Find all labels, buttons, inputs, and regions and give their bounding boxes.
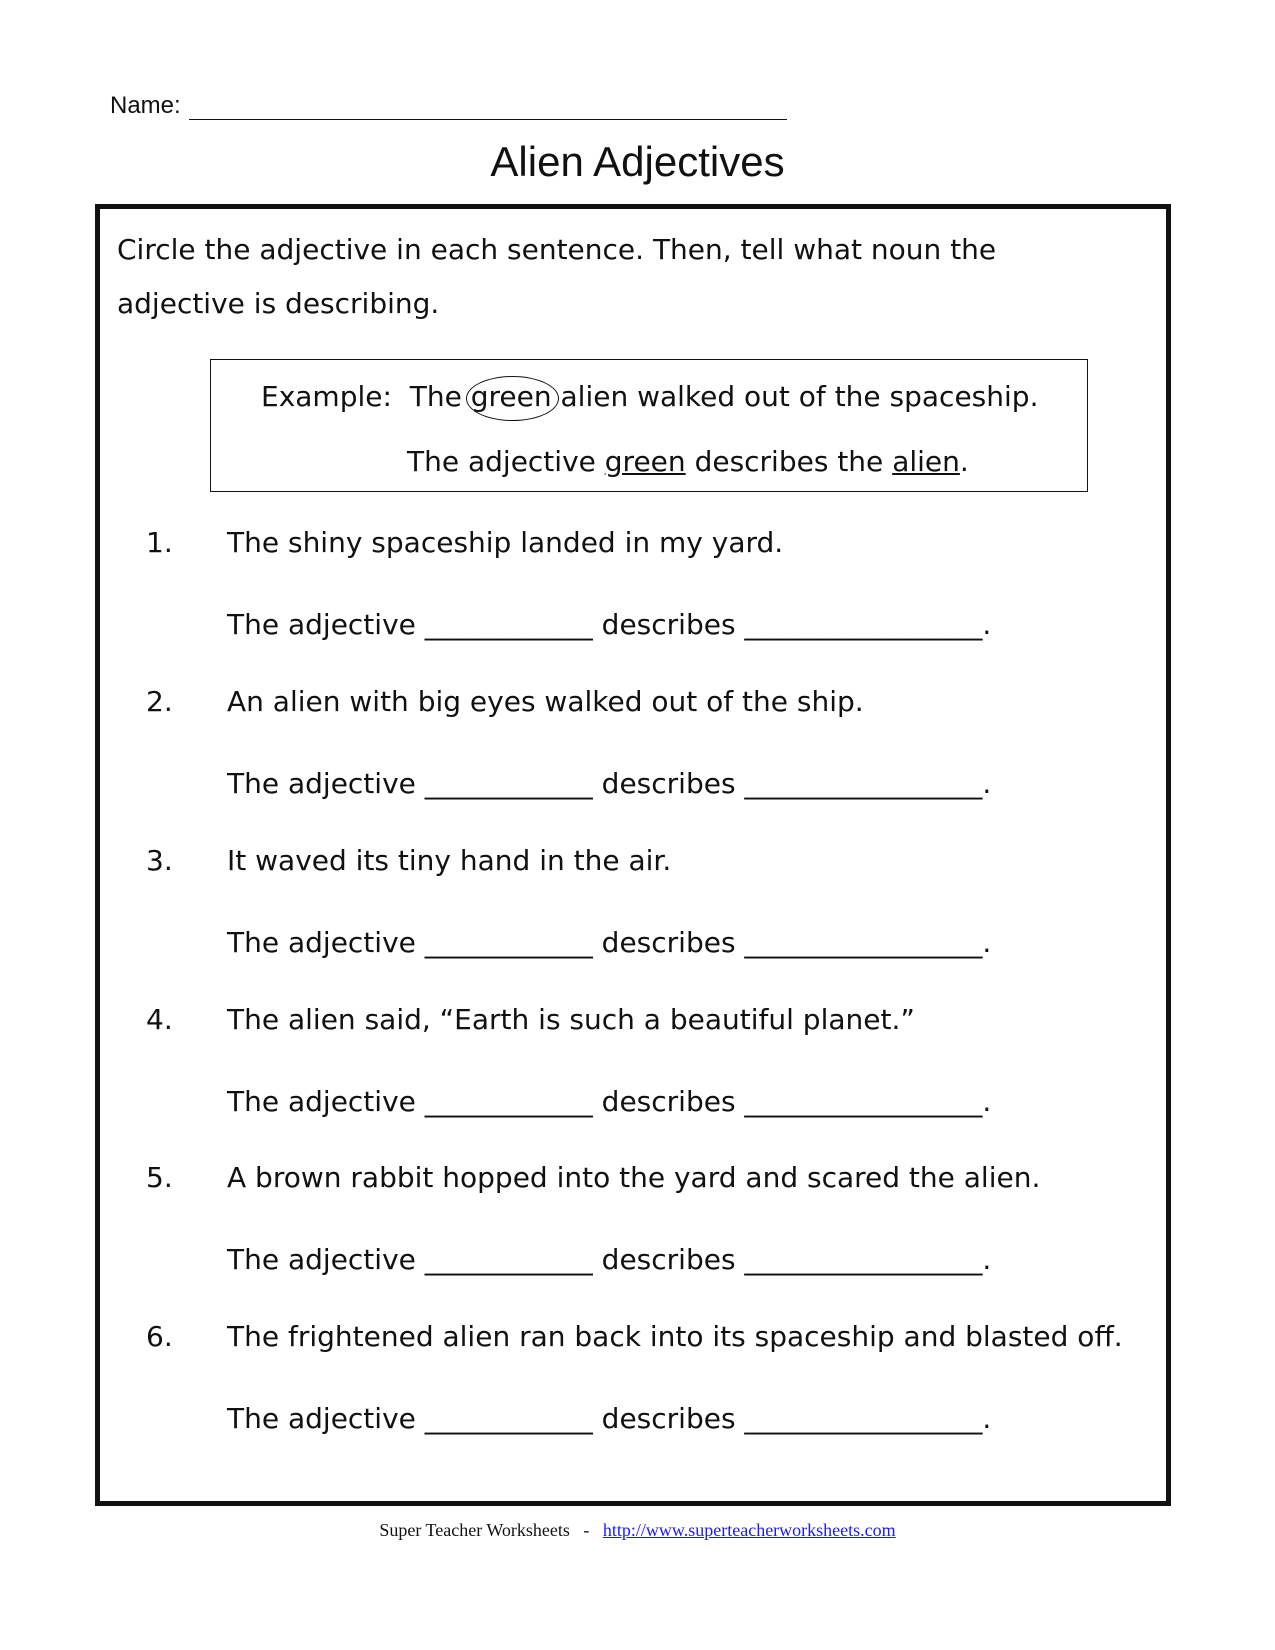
example-answer-adjective: green [604,445,686,478]
example-sentence [261,380,1038,413]
worksheet-title: Alien Adjectives [490,138,785,185]
example-answer [407,445,969,478]
footer-source: Super Teacher Worksheets [379,1520,570,1540]
example-answer-prefix: The adjective [407,445,596,478]
example-before: The [409,380,462,413]
footer-link[interactable]: http://www.superteacherworksheets.com [602,1520,896,1540]
question-sentence: An alien with big eyes walked out of the ship. [227,685,864,718]
question-sentence: The shiny spaceship landed in my yard. [227,526,784,559]
example-circled-word: green [470,380,552,413]
answer-line[interactable]: The adjective ____________ describes _________________. [227,926,992,959]
name-label: Name: [110,92,181,119]
example-after: alien walked out of the spaceship. [560,380,1039,413]
question-sentence: The alien said, “Earth is such a beautiful planet.” [227,1003,915,1036]
worksheet-frame [95,204,1171,1506]
answer-line[interactable]: The adjective ____________ describes _________________. [227,1402,992,1435]
answer-line[interactable]: The adjective ____________ describes _________________. [227,1243,992,1276]
answer-line[interactable]: The adjective ____________ describes _________________. [227,1085,992,1118]
example-label: Example: [261,380,392,413]
example-answer-noun: alien [892,445,960,478]
question-number: 4. [146,1003,173,1036]
question-number: 3. [146,844,173,877]
question-sentence: A brown rabbit hopped into the yard and scared the alien. [227,1161,1041,1194]
instructions: Circle the adjective in each sentence. Then, tell what noun the adjective is describing. [117,233,997,320]
question-number: 5. [146,1161,173,1194]
question-number: 2. [146,685,173,718]
example-answer-end: . [959,445,969,478]
footer [0,1520,1275,1541]
answer-line[interactable]: The adjective ____________ describes _________________. [227,608,992,641]
footer-separator: - [583,1520,590,1540]
question-number: 6. [146,1320,173,1353]
question-sentence: It waved its tiny hand in the air. [227,844,672,877]
name-field-row [110,92,787,120]
question-number: 1. [146,526,173,559]
example-answer-middle: describes the [694,445,884,478]
name-blank-line[interactable] [189,95,787,120]
answer-line[interactable]: The adjective ____________ describes _________________. [227,767,992,800]
example-box [210,359,1088,492]
question-sentence: The frightened alien ran back into its spaceship and blasted off. [227,1320,1123,1353]
